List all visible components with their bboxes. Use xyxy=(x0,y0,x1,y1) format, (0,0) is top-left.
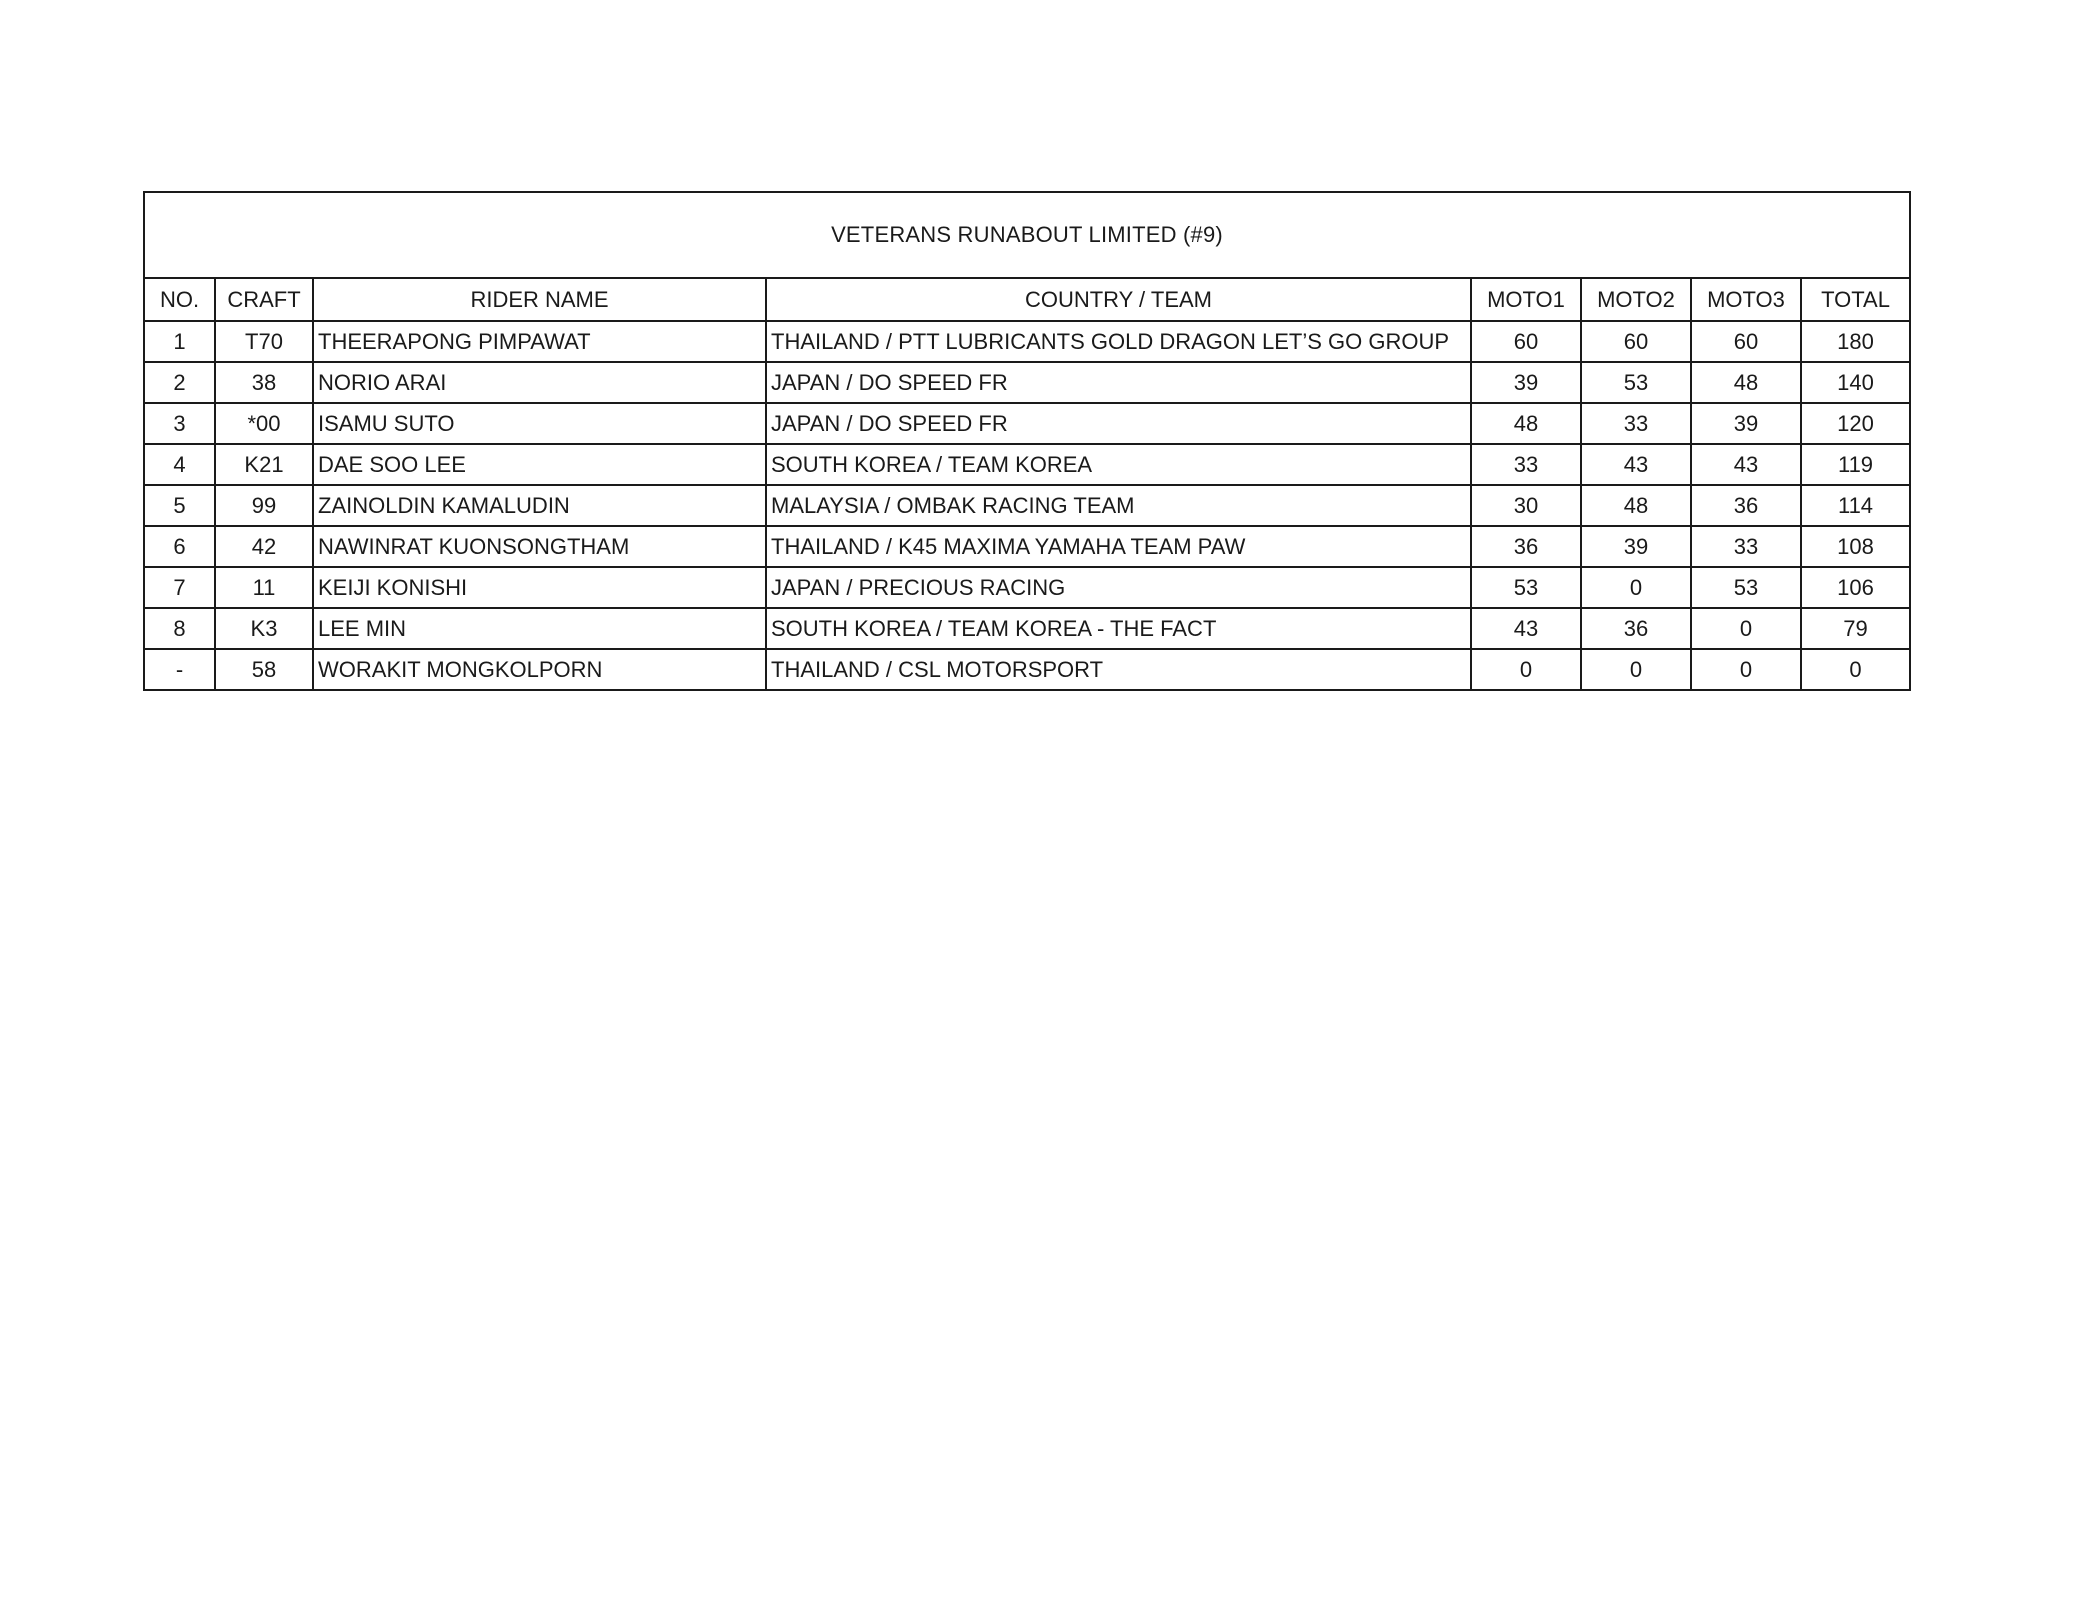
cell-moto1: 0 xyxy=(1471,649,1581,690)
cell-country-team: SOUTH KOREA / TEAM KOREA - THE FACT xyxy=(766,608,1471,649)
cell-country-team: THAILAND / K45 MAXIMA YAMAHA TEAM PAW xyxy=(766,526,1471,567)
cell-moto2: 43 xyxy=(1581,444,1691,485)
cell-moto1: 60 xyxy=(1471,321,1581,362)
column-header-row xyxy=(144,278,1910,321)
cell-moto2: 48 xyxy=(1581,485,1691,526)
cell-no: 7 xyxy=(144,567,215,608)
cell-no: 2 xyxy=(144,362,215,403)
cell-moto1: 30 xyxy=(1471,485,1581,526)
cell-no: 3 xyxy=(144,403,215,444)
cell-total: 79 xyxy=(1801,608,1910,649)
cell-moto1: 43 xyxy=(1471,608,1581,649)
cell-moto1: 39 xyxy=(1471,362,1581,403)
table-row xyxy=(144,608,1910,649)
col-header-rider-name: RIDER NAME xyxy=(313,278,766,321)
cell-moto1: 36 xyxy=(1471,526,1581,567)
cell-moto3: 48 xyxy=(1691,362,1801,403)
col-header-country-team: COUNTRY / TEAM xyxy=(766,278,1471,321)
cell-no: - xyxy=(144,649,215,690)
cell-craft: 11 xyxy=(215,567,313,608)
cell-moto2: 36 xyxy=(1581,608,1691,649)
cell-total: 120 xyxy=(1801,403,1910,444)
cell-moto2: 53 xyxy=(1581,362,1691,403)
col-header-moto3: MOTO3 xyxy=(1691,278,1801,321)
cell-moto2: 60 xyxy=(1581,321,1691,362)
cell-country-team: JAPAN / PRECIOUS RACING xyxy=(766,567,1471,608)
cell-craft: 38 xyxy=(215,362,313,403)
cell-craft: T70 xyxy=(215,321,313,362)
col-header-total: TOTAL xyxy=(1801,278,1910,321)
cell-moto3: 60 xyxy=(1691,321,1801,362)
table-row xyxy=(144,567,1910,608)
cell-total: 106 xyxy=(1801,567,1910,608)
cell-moto2: 0 xyxy=(1581,567,1691,608)
cell-no: 8 xyxy=(144,608,215,649)
col-header-no: NO. xyxy=(144,278,215,321)
cell-no: 1 xyxy=(144,321,215,362)
table-row xyxy=(144,649,1910,690)
cell-craft: 99 xyxy=(215,485,313,526)
cell-moto3: 53 xyxy=(1691,567,1801,608)
cell-no: 4 xyxy=(144,444,215,485)
cell-craft: 58 xyxy=(215,649,313,690)
cell-craft: *00 xyxy=(215,403,313,444)
col-header-moto1: MOTO1 xyxy=(1471,278,1581,321)
cell-moto3: 43 xyxy=(1691,444,1801,485)
cell-rider-name: ZAINOLDIN KAMALUDIN xyxy=(313,485,766,526)
cell-country-team: THAILAND / CSL MOTORSPORT xyxy=(766,649,1471,690)
cell-rider-name: KEIJI KONISHI xyxy=(313,567,766,608)
cell-country-team: JAPAN / DO SPEED FR xyxy=(766,362,1471,403)
cell-moto1: 33 xyxy=(1471,444,1581,485)
table-row xyxy=(144,526,1910,567)
table-row xyxy=(144,485,1910,526)
cell-moto3: 0 xyxy=(1691,608,1801,649)
table-row xyxy=(144,403,1910,444)
table-row xyxy=(144,362,1910,403)
cell-country-team: JAPAN / DO SPEED FR xyxy=(766,403,1471,444)
cell-no: 5 xyxy=(144,485,215,526)
cell-country-team: MALAYSIA / OMBAK RACING TEAM xyxy=(766,485,1471,526)
cell-moto2: 0 xyxy=(1581,649,1691,690)
table-row xyxy=(144,444,1910,485)
cell-moto1: 53 xyxy=(1471,567,1581,608)
results-table xyxy=(143,191,1911,691)
cell-moto3: 39 xyxy=(1691,403,1801,444)
cell-total: 108 xyxy=(1801,526,1910,567)
cell-total: 119 xyxy=(1801,444,1910,485)
cell-total: 114 xyxy=(1801,485,1910,526)
cell-rider-name: DAE SOO LEE xyxy=(313,444,766,485)
col-header-moto2: MOTO2 xyxy=(1581,278,1691,321)
cell-total: 180 xyxy=(1801,321,1910,362)
cell-moto2: 33 xyxy=(1581,403,1691,444)
cell-moto2: 39 xyxy=(1581,526,1691,567)
cell-total: 140 xyxy=(1801,362,1910,403)
cell-rider-name: NAWINRAT KUONSONGTHAM xyxy=(313,526,766,567)
cell-moto3: 0 xyxy=(1691,649,1801,690)
cell-craft: K21 xyxy=(215,444,313,485)
cell-rider-name: LEE MIN xyxy=(313,608,766,649)
cell-rider-name: THEERAPONG PIMPAWAT xyxy=(313,321,766,362)
table-row xyxy=(144,321,1910,362)
cell-no: 6 xyxy=(144,526,215,567)
cell-total: 0 xyxy=(1801,649,1910,690)
cell-moto3: 36 xyxy=(1691,485,1801,526)
cell-rider-name: WORAKIT MONGKOLPORN xyxy=(313,649,766,690)
col-header-craft: CRAFT xyxy=(215,278,313,321)
cell-country-team: THAILAND / PTT LUBRICANTS GOLD DRAGON LET’S GO GROUP xyxy=(766,321,1471,362)
cell-rider-name: NORIO ARAI xyxy=(313,362,766,403)
cell-country-team: SOUTH KOREA / TEAM KOREA xyxy=(766,444,1471,485)
cell-craft: 42 xyxy=(215,526,313,567)
cell-craft: K3 xyxy=(215,608,313,649)
cell-moto3: 33 xyxy=(1691,526,1801,567)
cell-moto1: 48 xyxy=(1471,403,1581,444)
table-title: VETERANS RUNABOUT LIMITED (#9) xyxy=(144,192,1910,278)
cell-rider-name: ISAMU SUTO xyxy=(313,403,766,444)
